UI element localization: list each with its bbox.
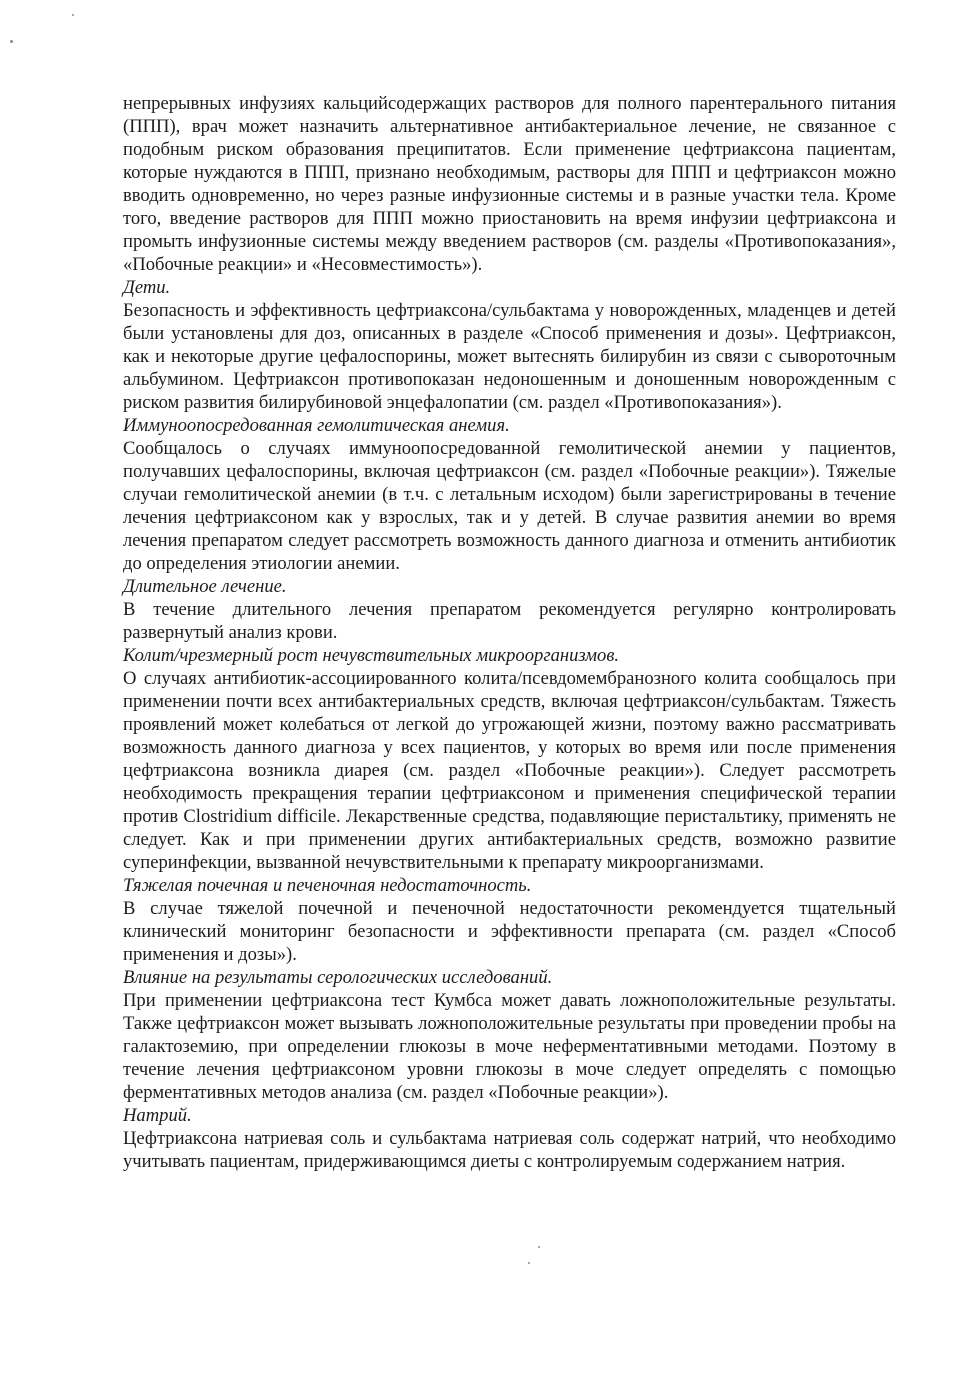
- heading-long-term-treatment: Длительное лечение.: [123, 576, 287, 597]
- paragraph-long-term-treatment: В течение длительного лечения препаратом рекомендуется регулярно контролировать развернутый анализ крови.: [123, 599, 896, 643]
- paragraph-ppp-infusions: непрерывных инфузиях кальцийсодержащих растворов для полного парентерального питания (ППП), врач может назначить альтернативное антибактериальное лечение, не связанное с подобным риском образования преципитатов. Если применение цефтриаксона пациентам, которые нуждаются в ППП, признано необходимым, растворы для ППП и цефтриаксон можно вводить одновременно, но через разные инфузионные системы и в разные участки тела. Кроме того, введение растворов для ППП можно приостановить на время инфузии цефтриаксона и промыть инфузионные системы между введением растворов (см. разделы «Противопоказания», «Побочные реакции» и «Несовместимость»).: [123, 93, 896, 275]
- heading-children: Дети.: [123, 277, 171, 298]
- heading-serological-tests: Влияние на результаты серологических исследований.: [123, 967, 553, 988]
- paragraph-sodium: Цефтриаксона натриевая соль и сульбактама натриевая соль содержат натрий, что необходимо учитывать пациентам, придерживающимся диеты с контролируемым содержанием натрия.: [123, 1128, 896, 1172]
- scan-speck: [10, 40, 13, 43]
- heading-sodium: Натрий.: [123, 1105, 192, 1126]
- scan-speck: [538, 1246, 540, 1248]
- heading-hemolytic-anemia: Иммуноопосредованная гемолитическая анемия.: [123, 415, 510, 436]
- heading-colitis: Колит/чрезмерный рост нечувствительных микроорганизмов.: [123, 645, 620, 666]
- scan-speck: [528, 1262, 530, 1264]
- document-page: [123, 92, 896, 1173]
- scan-speck: [72, 14, 74, 16]
- paragraph-colitis: О случаях антибиотик-ассоциированного колита/псевдомембранозного колита сообщалось при применении почти всех антибактериальных средств, включая цефтриаксон/сульбактам. Тяжесть проявлений может колебаться от легкой до угрожающей жизни, поэтому важно рассматривать возможность данного диагноза у всех пациентов, у которых во время или после применения цефтриаксона возникла диарея (см. раздел «Побочные реакции»). Следует рассмотреть необходимость прекращения терапии цефтриаксоном и применения специфической терапии против Clostridium difficile. Лекарственные средства, подавляющие перистальтику, применять не следует. Как и при применении других антибактериальных средств, возможно развитие суперинфекции, вызванной нечувствительными к препарату микроорганизмами.: [123, 668, 896, 873]
- paragraph-children: Безопасность и эффективность цефтриаксона/сульбактама у новорожденных, младенцев и детей были установлены для доз, описанных в разделе «Способ применения и дозы». Цефтриаксон, как и некоторые другие цефалоспорины, может вытеснять билирубин из связи с сывороточным альбумином. Цефтриаксон противопоказан недоношенным и доношенным новорожденным с риском развития билирубиновой энцефалопатии (см. раздел «Противопоказания»).: [123, 300, 896, 413]
- paragraph-renal-hepatic-insufficiency: В случае тяжелой почечной и печеночной недостаточности рекомендуется тщательный клинический мониторинг безопасности и эффективности препарата (см. раздел «Способ применения и дозы»).: [123, 898, 896, 965]
- paragraph-hemolytic-anemia: Сообщалось о случаях иммуноопосредованной гемолитической анемии у пациентов, получавших цефалоспорины, включая цефтриаксон (см. раздел «Побочные реакции»). Тяжелые случаи гемолитической анемии (в т.ч. с летальным исходом) были зарегистрированы в течение лечения цефтриаксоном как у взрослых, так и у детей. В случае развития анемии во время лечения препаратом следует рассмотреть возможность данного диагноза и отменить антибиотик до определения этиологии анемии.: [123, 438, 896, 574]
- heading-renal-hepatic-insufficiency: Тяжелая почечная и печеночная недостаточность.: [123, 875, 532, 896]
- paragraph-serological-tests: При применении цефтриаксона тест Кумбса может давать ложноположительные результаты. Также цефтриаксон может вызывать ложноположительные результаты при проведении пробы на галактоземию, при определении глюкозы в моче неферментативными методами. Поэтому в течение лечения цефтриаксоном уровни глюкозы в моче следует определять с помощью ферментативных методов анализа (см. раздел «Побочные реакции»).: [123, 990, 896, 1103]
